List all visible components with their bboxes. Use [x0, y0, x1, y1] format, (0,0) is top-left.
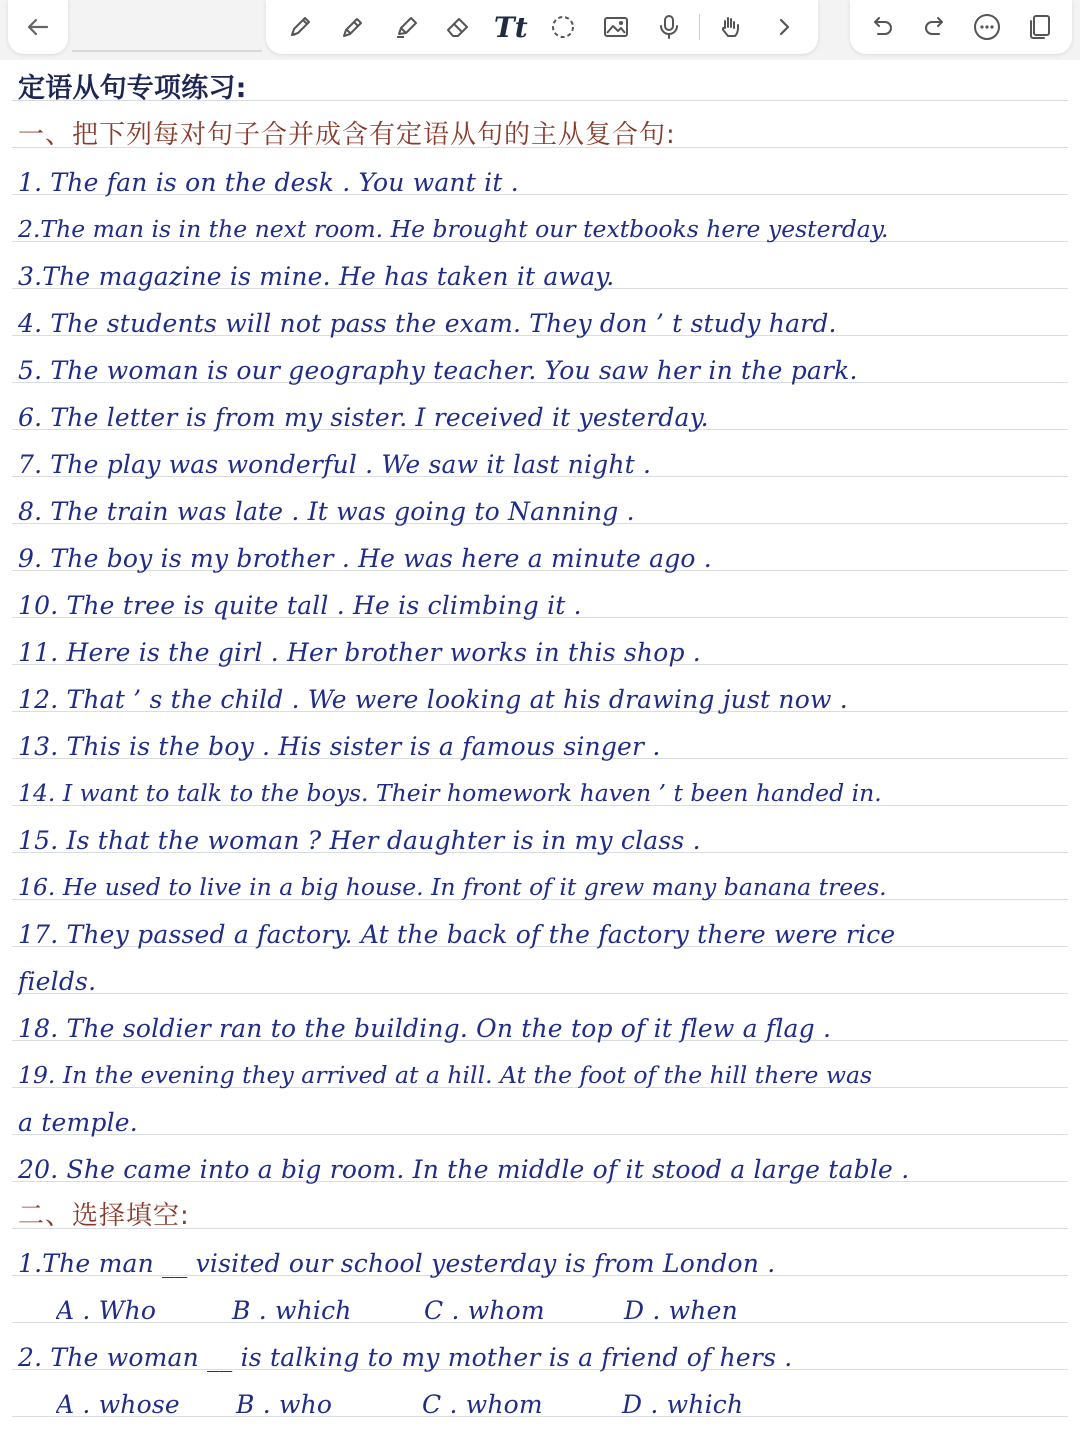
- text-tool-icon: Tt: [493, 10, 528, 44]
- back-arrow-icon: [23, 12, 53, 42]
- redo-button[interactable]: [913, 5, 957, 49]
- exercise-line: 8. The train was late . It was going to Nanning .: [18, 497, 635, 526]
- back-button[interactable]: [16, 5, 60, 49]
- section-2-title: 二、选择填空:: [18, 1201, 190, 1231]
- question-options: [56, 1287, 1080, 1334]
- question-stem: 2. The woman __ is talking to my mother is a friend of hers .: [18, 1343, 793, 1372]
- exercise-line: a temple.: [18, 1108, 138, 1137]
- option-c: C . whom: [422, 1390, 543, 1419]
- redo-icon: [920, 12, 950, 42]
- section-1-title: 一、把下列每对句子合并成含有定语从句的主从复合句:: [18, 120, 676, 150]
- note-page[interactable]: [0, 60, 1080, 1440]
- exercise-line: 12. That ’ s the child . We were looking at his drawing just now .: [18, 685, 848, 714]
- exercise-line: 5. The woman is our geography teacher. You saw her in the park.: [18, 356, 858, 385]
- pen-tool-button[interactable]: [278, 5, 322, 49]
- exercise-line: 3.The magazine is mine. He has taken it away.: [18, 262, 615, 291]
- image-insert-button[interactable]: [594, 5, 638, 49]
- exercise-line: 7. The play was wonderful . We saw it last night .: [18, 450, 652, 479]
- more-tools-button[interactable]: [762, 5, 806, 49]
- text-tool-button[interactable]: [489, 5, 533, 49]
- exercise-line: 11. Here is the girl . Her brother works in this shop .: [18, 638, 701, 667]
- top-toolbar: [0, 0, 1080, 60]
- eraser-icon: [443, 12, 473, 42]
- pages-button[interactable]: [1018, 5, 1062, 49]
- exercise-line: 15. Is that the woman ? Her daughter is in my class .: [18, 826, 701, 855]
- exercise-line: 1. The fan is on the desk . You want it .: [18, 168, 519, 197]
- exercise-line: 4. The students will not pass the exam. They don ’ t study hard.: [18, 309, 837, 338]
- note-title-field[interactable]: [72, 8, 262, 52]
- tool-group: [266, 0, 818, 54]
- option-b: B . which: [232, 1296, 352, 1325]
- option-d: D . which: [622, 1390, 744, 1419]
- pages-icon: [1025, 12, 1055, 42]
- lasso-tool-button[interactable]: [541, 5, 585, 49]
- toolbar-divider: [699, 14, 700, 40]
- exercise-line: 17. They passed a factory. At the back of the factory there were rice: [18, 920, 896, 949]
- question-stem: 1.The man __ visited our school yesterday is from London .: [18, 1249, 776, 1278]
- highlighter-tool-button[interactable]: [384, 5, 428, 49]
- exercise-line: 18. The soldier ran to the building. On the top of it flew a flag .: [18, 1014, 832, 1043]
- option-d: D . when: [624, 1296, 738, 1325]
- highlighter-icon: [391, 12, 421, 42]
- image-icon: [601, 12, 631, 42]
- exercise-line: 20. She came into a big room. In the middle of it stood a large table .: [18, 1155, 910, 1184]
- exercise-line: 14. I want to talk to the boys. Their homework haven ’ t been handed in.: [18, 779, 882, 807]
- pencil-icon: [338, 12, 368, 42]
- exercise-line: 9. The boy is my brother . He was here a minute ago .: [18, 544, 712, 573]
- option-b: B . who: [236, 1390, 333, 1419]
- option-a: A . Who: [56, 1296, 157, 1325]
- more-options-icon: [972, 12, 1002, 42]
- page-title: 定语从句专项练习:: [18, 73, 247, 104]
- microphone-icon: [654, 12, 684, 42]
- option-a: A . whose: [56, 1390, 180, 1419]
- exercise-line: 19. In the evening they arrived at a hill. At the foot of the hill there was: [18, 1061, 873, 1089]
- undo-icon: [867, 12, 897, 42]
- chevron-right-icon: [769, 12, 799, 42]
- exercise-line: 13. This is the boy . His sister is a famous singer .: [18, 732, 661, 761]
- option-c: C . whom: [424, 1296, 545, 1325]
- question-options: [56, 1381, 1080, 1428]
- pencil-tool-button[interactable]: [331, 5, 375, 49]
- action-group: [850, 0, 1072, 54]
- hand-gesture-icon: [716, 12, 746, 42]
- lasso-select-icon: [548, 12, 578, 42]
- exercise-line: 2.The man is in the next room. He brought our textbooks here yesterday.: [18, 215, 889, 243]
- eraser-tool-button[interactable]: [436, 5, 480, 49]
- exercise-line: 10. The tree is quite tall . He is climbing it .: [18, 591, 582, 620]
- exercise-line: 6. The letter is from my sister. I received it yesterday.: [18, 403, 709, 432]
- undo-button[interactable]: [860, 5, 904, 49]
- audio-record-button[interactable]: [647, 5, 691, 49]
- exercise-line: fields.: [18, 967, 97, 996]
- exercise-line: 16. He used to live in a big house. In front of it grew many banana trees.: [18, 873, 887, 901]
- back-group: [8, 0, 68, 54]
- gesture-tool-button[interactable]: [709, 5, 753, 49]
- pen-icon: [285, 12, 315, 42]
- more-options-button[interactable]: [965, 5, 1009, 49]
